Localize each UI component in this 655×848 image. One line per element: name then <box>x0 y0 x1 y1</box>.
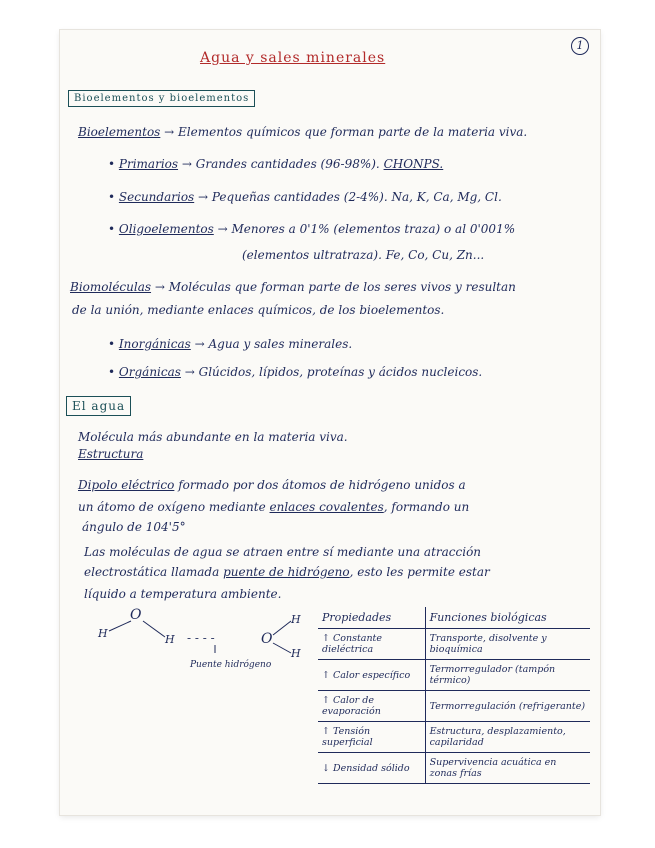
estructura-heading: Estructura <box>78 447 144 461</box>
dipolo-line-2: un átomo de oxígeno mediante enlaces covalentes, formando un <box>78 500 470 514</box>
page-number: 1 <box>571 37 589 55</box>
list-item: • Orgánicas → Glúcidos, lípidos, proteínas y ácidos nucleicos. <box>108 365 483 379</box>
hydrogen-atom-4: H <box>291 647 301 660</box>
page-title: Agua y sales minerales <box>200 50 386 66</box>
properties-table <box>318 607 590 784</box>
bioelementos-term: Bioelementos <box>78 125 161 139</box>
bioelementos-definition <box>78 125 527 139</box>
moleculas-line-2: electrostática llamada puente de hidrógeno, esto les permite estar <box>84 565 490 579</box>
bioelementos-definition-text: → Elementos químicos que forman parte de la materia viva. <box>164 125 528 139</box>
table-row: ↑ Tensión superficial Estructura, desplazamiento, capilaridad <box>318 722 590 753</box>
section-agua-heading: El agua <box>66 396 131 416</box>
header-funciones: Funciones biológicas <box>425 607 590 629</box>
table-row: ↑ Calor de evaporación Termorregulación (refrigerante) <box>318 691 590 722</box>
table-row: ↑ Constante dieléctrica Transporte, disolvente y bioquímica <box>318 629 590 660</box>
list-item: • Primarios → Grandes cantidades (96-98%). CHONPS. <box>108 157 444 171</box>
header-propiedades: Propiedades <box>318 607 425 629</box>
list-item: • Inorgánicas → Agua y sales minerales. <box>108 337 353 351</box>
agua-line-1: Molécula más abundante en la materia viva. <box>78 430 348 444</box>
list-item: • Secundarios → Pequeñas cantidades (2-4%). Na, K, Ca, Mg, Cl. <box>108 190 502 204</box>
hydrogen-atom-1: H <box>98 627 108 640</box>
list-item: • Oligoelementos → Menores a 0'1% (elementos traza) o al 0'001% <box>108 222 516 236</box>
dipolo-line-1: Dipolo eléctrico formado por dos átomos de hidrógeno unidos a <box>78 478 466 492</box>
moleculas-line-1: Las moléculas de agua se atraen entre sí mediante una atracción <box>84 545 482 559</box>
section-bioelementos-heading: Bioelementos y bioelementos <box>68 90 255 107</box>
dipolo-line-3: ángulo de 104'5° <box>82 520 186 534</box>
bond-lines <box>95 605 310 665</box>
table-row: ↑ Calor específico Termorregulador (tampón térmico) <box>318 660 590 691</box>
hydrogen-bond-diagram <box>95 605 310 680</box>
oxygen-atom-2: O <box>261 631 273 647</box>
hydrogen-atom-3: H <box>291 613 301 626</box>
oxygen-atom-1: O <box>130 607 142 623</box>
moleculas-line-3: líquido a temperatura ambiente. <box>84 587 282 601</box>
table-header-row <box>318 607 590 629</box>
biomoleculas-continuation: de la unión, mediante enlaces químicos, de los bioelementos. <box>72 303 445 317</box>
table-row: ↓ Densidad sólido Supervivencia acuática en zonas frías <box>318 753 590 784</box>
biomoleculas-definition: Biomoléculas → Moléculas que forman parte de los seres vivos y resultan <box>70 280 516 294</box>
bond-dashes: - - - - <box>187 631 215 645</box>
hydrogen-bond-label: Puente hidrógeno <box>190 660 272 670</box>
list-item-continuation: (elementos ultratraza). Fe, Co, Cu, Zn... <box>242 248 485 262</box>
biomoleculas-term: Biomoléculas <box>70 280 152 294</box>
hydrogen-atom-2: H <box>165 633 175 646</box>
